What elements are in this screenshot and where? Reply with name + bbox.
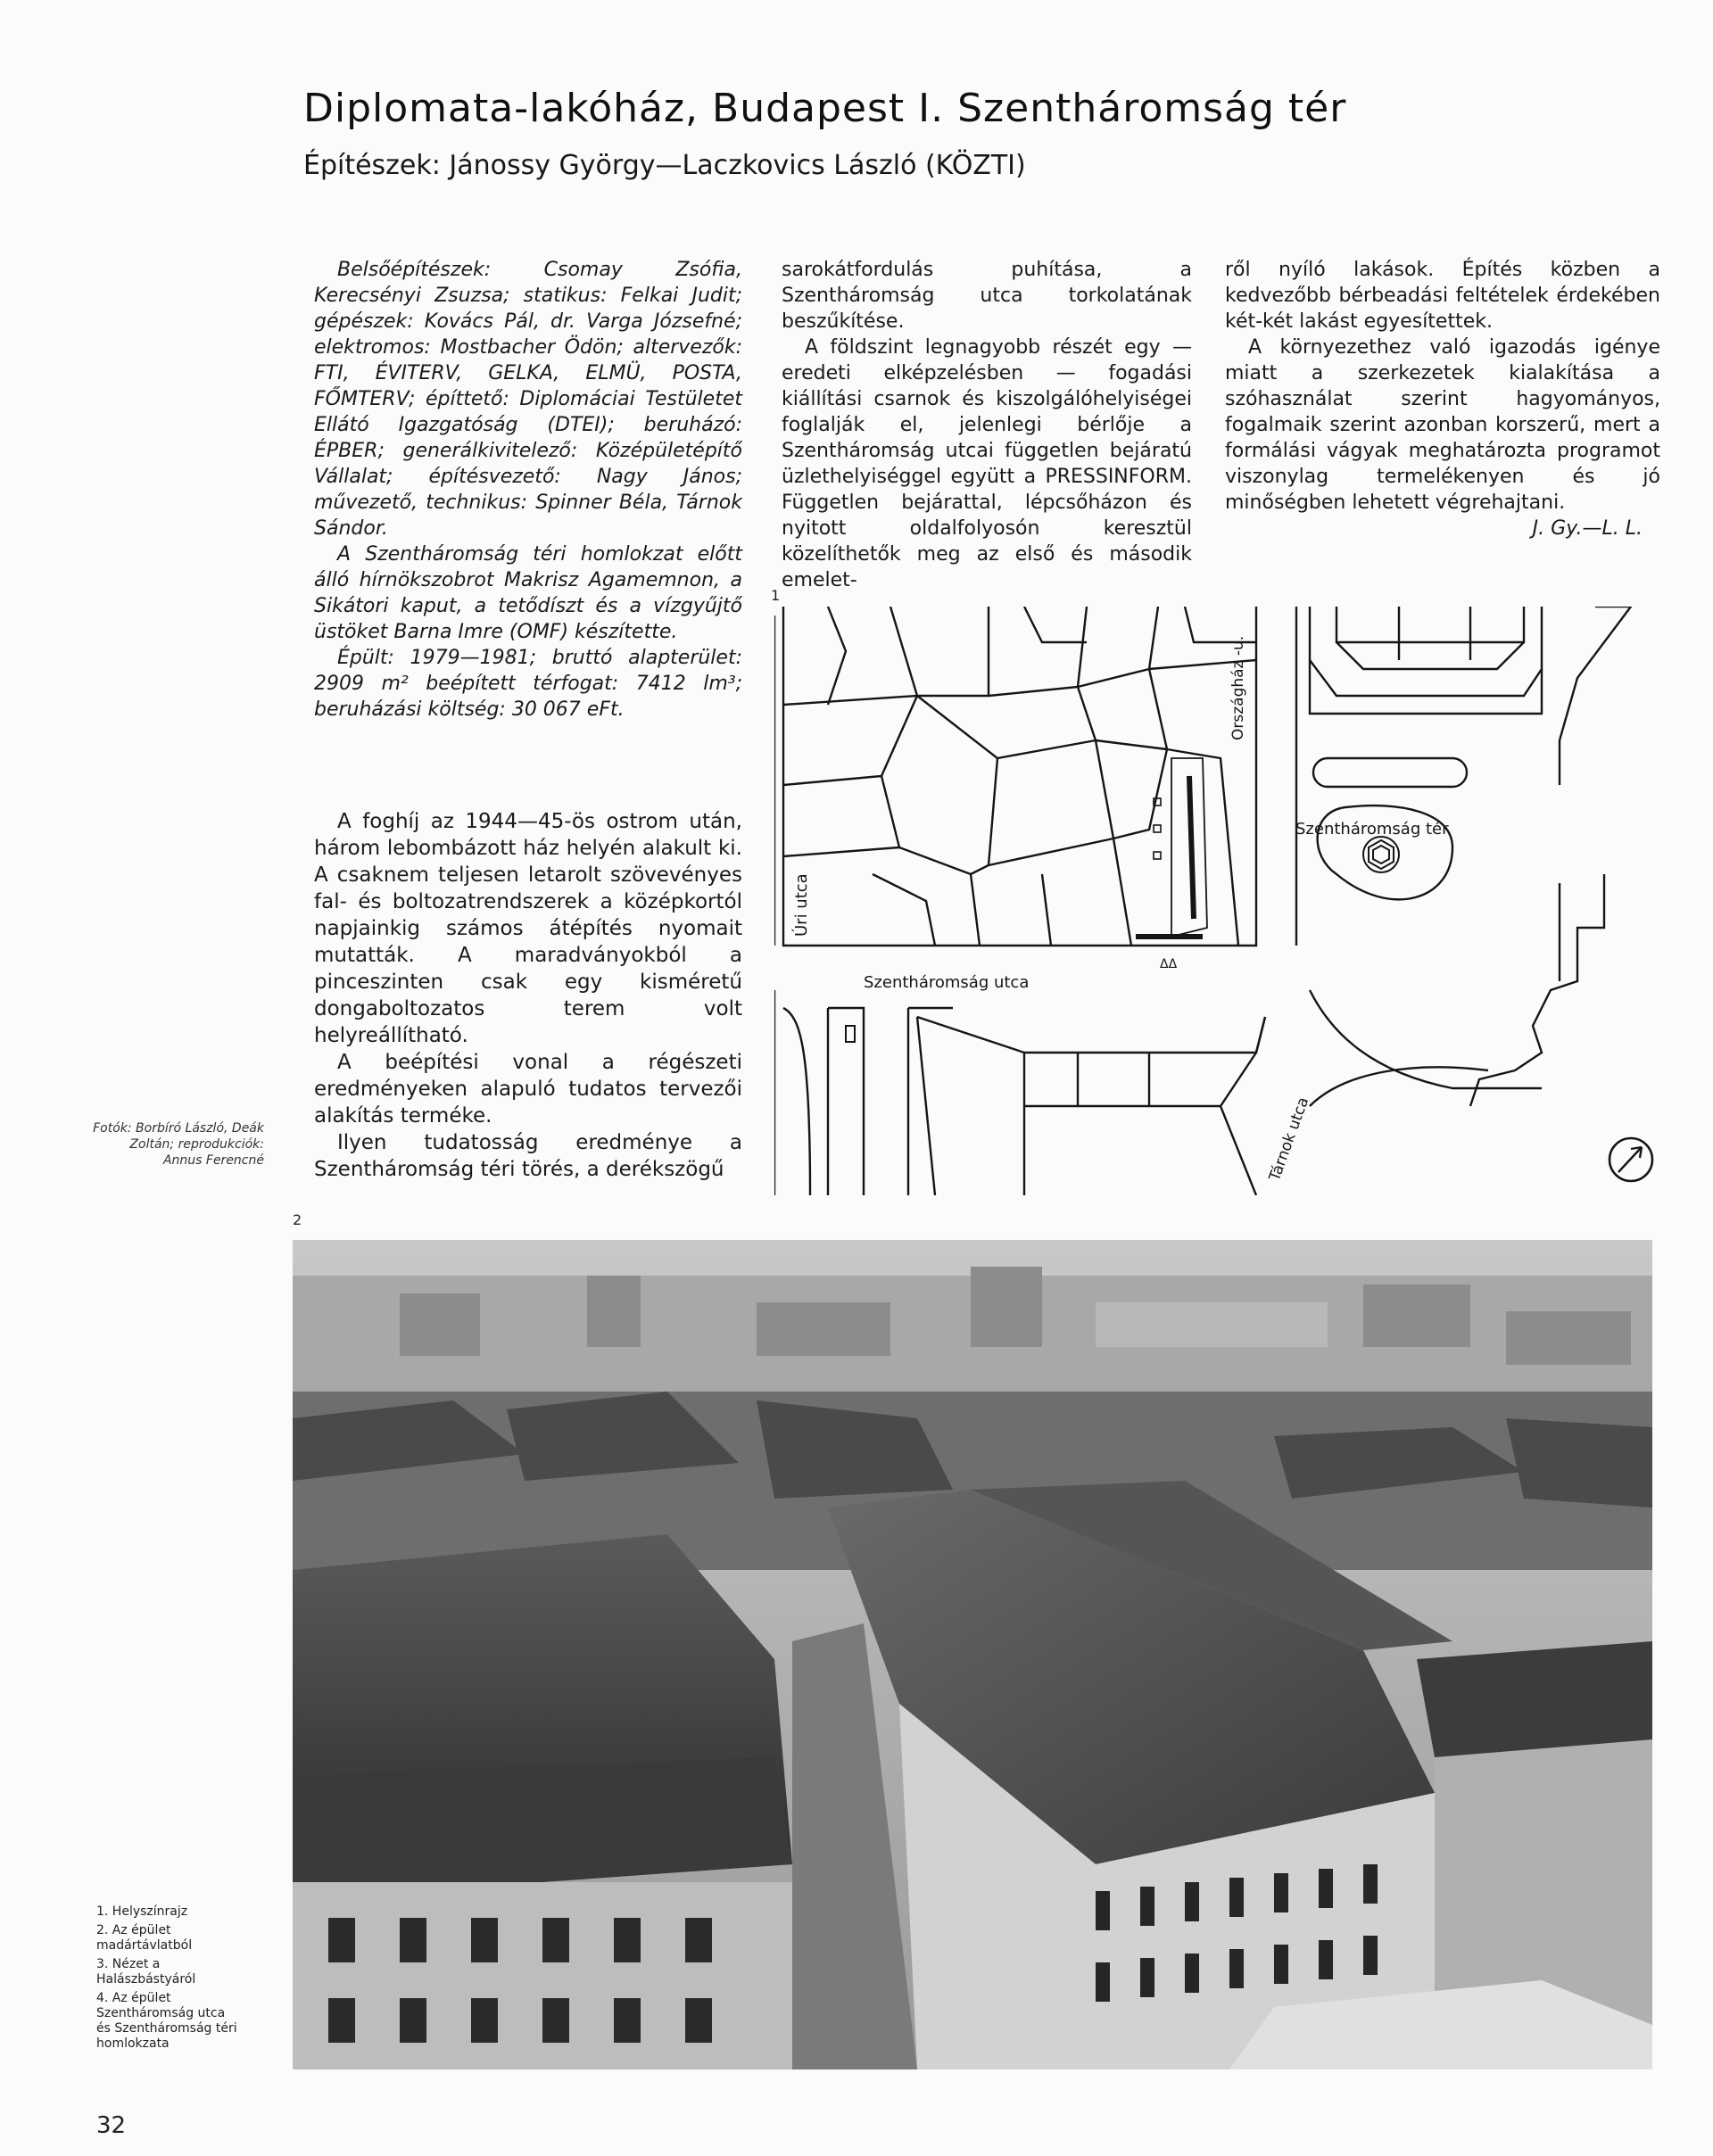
text-column-left-lower	[314, 808, 742, 1183]
body-paragraph: A földszint legnagyobb részét egy — eredeti elképzelésben — fogadási kiállítási csarnok és kiszolgálóhelyiségei foglalják el, jelenlegi bérlője a Szentháromság utcai független bejáratú üzlethelyiséggel együtt a PRESSINFORM. Független bejárattal, lépcsőházon és nyitott oldalfolyosón keresztül közelíthetők meg az első és második emelet-	[782, 336, 1192, 591]
article-title: Diplomata-lakóház, Budapest I. Szentháromság tér	[303, 86, 1347, 131]
figure-2-number: 2	[293, 1211, 302, 1228]
author-signature: J. Gy.—L. L.	[1532, 517, 1643, 540]
label-tarnok-utca: Tárnok utca	[1265, 1095, 1313, 1184]
architects-line: Építészek: Jánossy György—Laczkovics László (KÖZTI)	[303, 150, 1026, 181]
credits-paragraph-2: A Szentháromság téri homlokzat előtt álló hírnökszobrot Makrisz Agamemnon, a Sikátori kaput, a tetődíszt és a vízgyűjtő üstöket Barna Imre (OMF) készítette.	[314, 543, 742, 643]
label-orszaghaz-u: Országház -u.	[1229, 635, 1247, 740]
figure-captions	[96, 1904, 239, 2055]
site-plan	[774, 607, 1667, 1195]
aerial-photograph	[293, 1240, 1652, 2069]
photo-credit: Fotók: Borbíró László, Deák Zoltán; reprodukciók: Annus Ferencné	[93, 1121, 264, 1168]
label-szentharomsag-utca: Szentháromság utca	[864, 973, 1030, 992]
body-paragraph: sarokátfordulás puhítása, a Szentháromság utca torkolatának beszűkítése.	[782, 259, 1192, 333]
label-szentharomsag-ter: Szentháromság tér	[1295, 820, 1449, 838]
figure-1-number: 1	[771, 587, 781, 604]
credits-paragraph-1: Belsőépítészek: Csomay Zsófia, Kerecsényi Zsuzsa; statikus: Felkai Judit; gépészek: Kovács Pál, dr. Varga Józsefné; elektromos: Mostbacher Ödön; altervezők: FTI, ÉVITERV, GELKA, ELMÜ, POSTA, FŐMTERV; építtető: Diplomáciai Testületet Ellátó Igazgatóság (DTEI); beruházó: ÉPBER; generálkivitelező: Középületépítő Vállalat; építésvezető: Nagy János; művezető, technikus: Spinner Béla, Tárnok Sándor.	[314, 259, 742, 540]
caption-item: 3. Nézet a Halászbástyáról	[96, 1957, 196, 1987]
entrance-marker: ΔΔ	[1160, 957, 1178, 971]
label-uri-utca: Úri utca	[792, 873, 811, 937]
credits-paragraph-3: Épült: 1979—1981; bruttó alapterület: 2909 m² beépített térfogat: 7412 lm³; beruházási költség: 30 067 eFt.	[314, 647, 742, 721]
body-paragraph: A foghíj az 1944—45-ös ostrom után, három lebombázott ház helyén alakult ki. A csaknem teljesen letarolt szövevényes fal- és boltozatrendszerek a középkortól napjainkig számos átépítés nyomait mutatták. A maradványokból a pinceszinten csak egy kisméretű dongaboltozatos terem volt helyreállítható.	[314, 810, 742, 1047]
body-paragraph: A beépítési vonal a régészeti eredményeken alapuló tudatos tervezői alakítás terméke.	[314, 1051, 742, 1128]
caption-item: 4. Az épület Szentháromság utca és Szentháromság téri homlokzata	[96, 1991, 237, 2051]
text-column-right	[1225, 257, 1660, 541]
body-paragraph: A környezethez való igazodás igénye miatt a szerkezetek kialakítása a szóhasználat szerint hagyományos, fogalmaik szerint azonban korszerű, mert a formálási vágyak meghatározta programot viszonylag termelékenyen és jó minőségben lehetett végrehajtani.	[1225, 336, 1660, 514]
body-paragraph: ről nyíló lakások. Építés közben a kedvezőbb bérbeadási feltételek érdekében két-két lakást egyesítettek.	[1225, 259, 1660, 333]
caption-item: 2. Az épület madártávlatból	[96, 1923, 193, 1953]
body-paragraph: Ilyen tudatosság eredménye a Szentháromság téri törés, a derékszögű	[314, 1131, 742, 1181]
text-column-middle	[782, 257, 1192, 593]
caption-item: 1. Helyszínrajz	[96, 1904, 188, 1919]
page-number: 32	[96, 2112, 127, 2139]
credits-column	[314, 257, 742, 723]
